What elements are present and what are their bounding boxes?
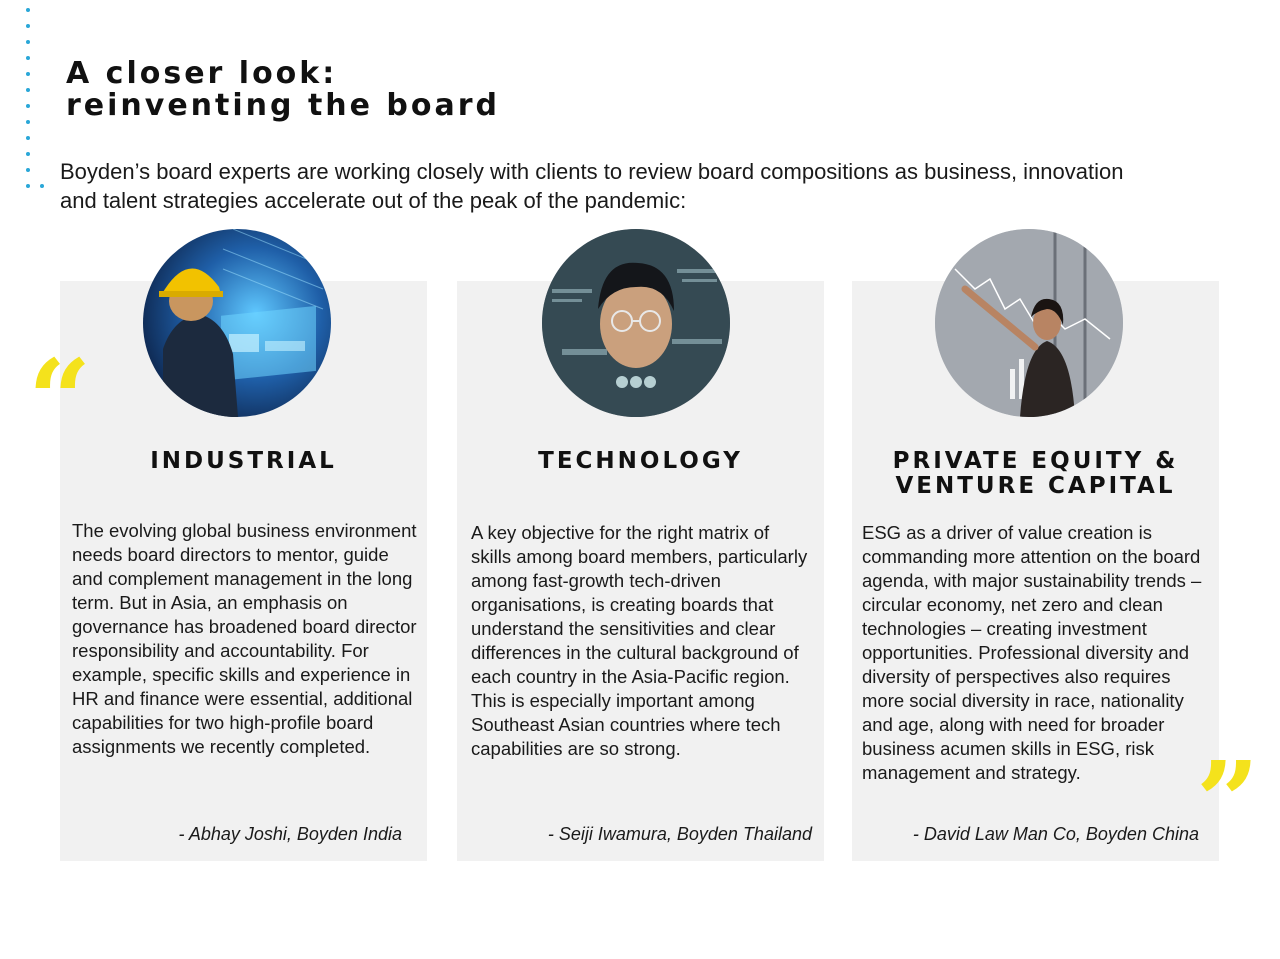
industrial-body: The evolving global business environment needs board directors to mentor, guide and complement management in the long term. But in Asia, an emphasis on governance has broadened board director responsibility and accountability. For example, specific skills and experience in HR and finance were essential, additional capabilities for two high-profile board assignments we recently completed. [72,520,417,757]
industrial-worker-photo [143,229,331,417]
technology-heading: TECHNOLOGY [538,448,743,474]
private-equity-heading [852,449,1219,499]
industrial-heading: INDUSTRIAL [150,448,337,474]
private-equity-body: ESG as a driver of value creation is commanding more attention on the board agenda, with major sustainability trends – circular economy, net zero and clean technologies – creating investment opportunities. Professional diversity and diversity of perspectives also requires more social diversity in race, nationality and age, along with need for broader business acumen skills in ESG, risk management and strategy. [862,522,1202,783]
technology-attribution: - Seiji Iwamura, Boyden Thailand [547,824,812,844]
private-equity-heading-line1: PRIVATE EQUITY & [892,448,1179,474]
private-equity-attribution: - David Law Man Co, Boyden China [912,824,1199,844]
intro-paragraph: Boyden’s board experts are working closely with clients to review board compositions as business, innovation and talent strategies accelerate out of the peak of the pandemic: [60,159,1124,213]
private-equity-heading-line2: VENTURE CAPITAL [895,473,1176,499]
page-title [66,58,500,122]
page-title-line1: A closer look: [66,56,338,91]
industrial-attribution: - Abhay Joshi, Boyden India [178,824,402,844]
technology-person-photo [542,229,730,417]
decorative-dots [24,6,54,196]
page-title-line2: reinventing the board [66,88,501,123]
technology-body: A key objective for the right matrix of skills among board members, particularly among fast-growth tech-driven organisations, is creating boards that understand the sensitivities and clear differences in the cultural background of each country in the Asia-Pacific region. This is especially important among Southeast Asian countries where tech capabilities are so strong. [471,522,808,759]
close-quote-icon: ” [1196,737,1260,866]
finance-presenter-photo [935,229,1123,417]
open-quote-icon: “ [28,335,92,464]
